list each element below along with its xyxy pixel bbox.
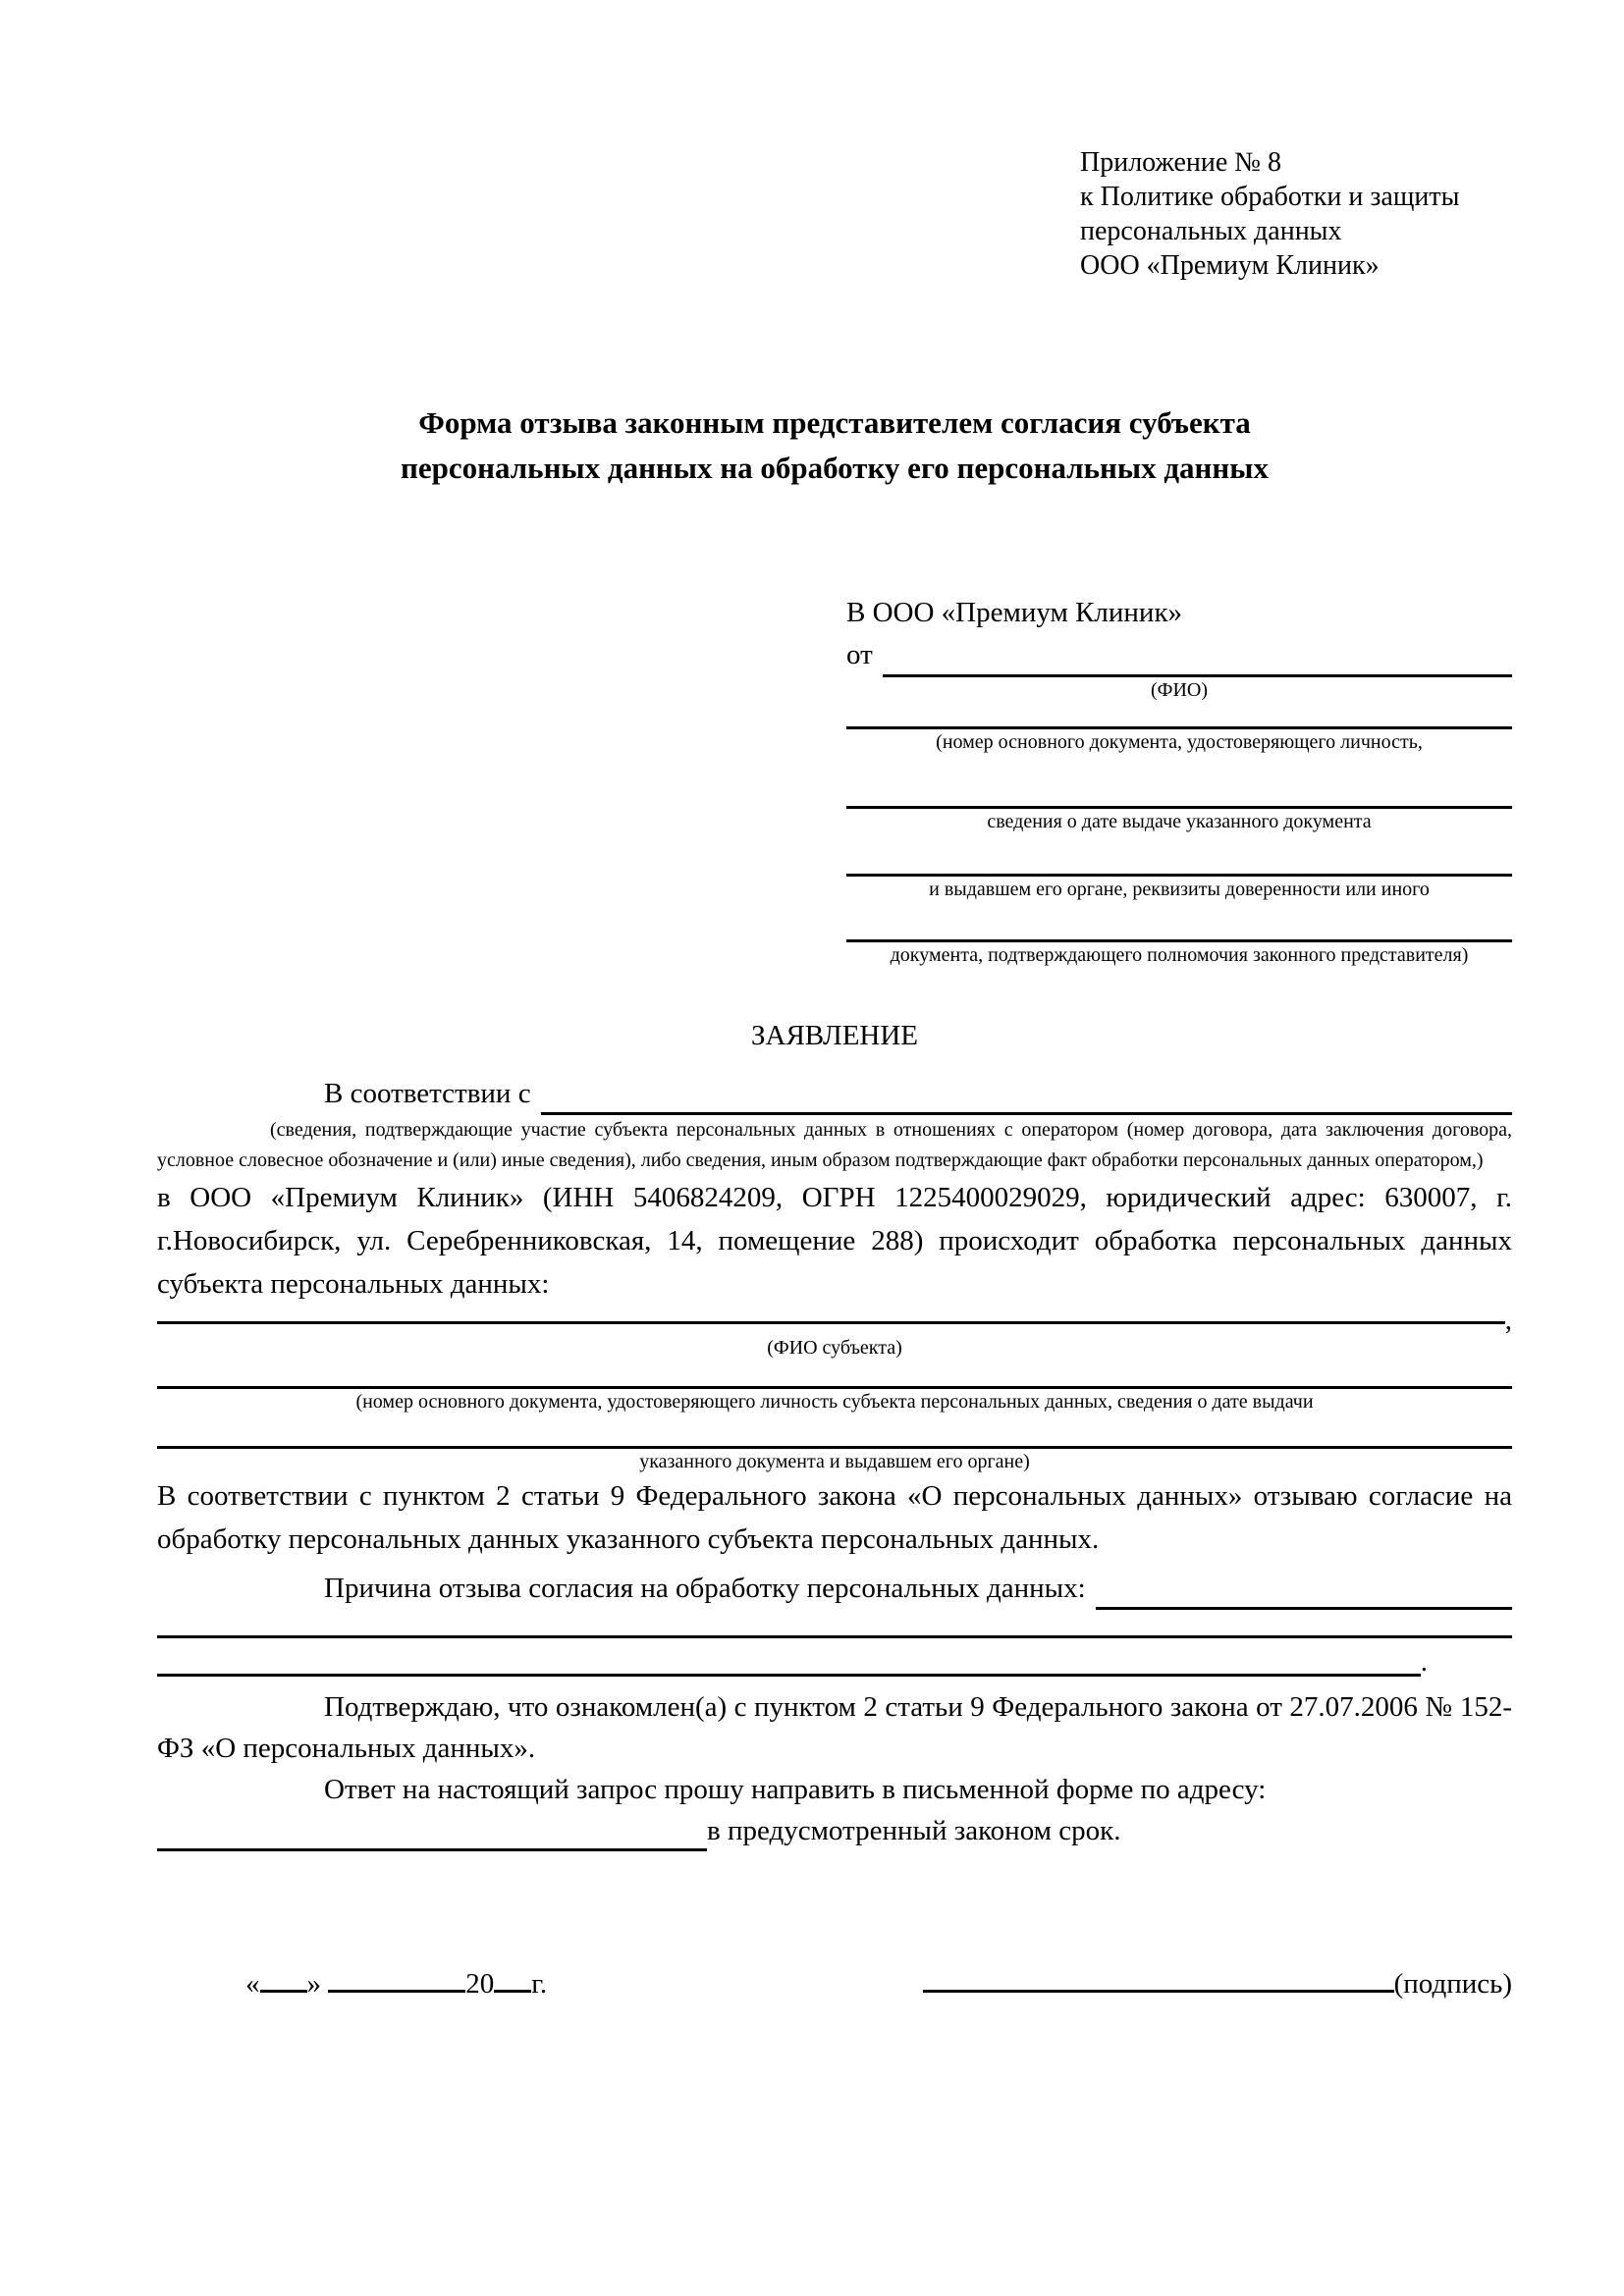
blank-signature-line [923, 1961, 1394, 1993]
reason-line2-row [157, 1638, 1512, 1677]
blank-line-reason-start [1096, 1567, 1512, 1610]
reason-period: . [1420, 1646, 1428, 1678]
footer-row [157, 1961, 1512, 2005]
blank-line-subject-issuing-authority [157, 1415, 1512, 1449]
date-quote-close: » [306, 1968, 321, 2000]
caption-subject-issuing-authority: указанного документа и выдавшем его органе) [639, 1451, 1030, 1472]
caption-subject-document: (номер основного документа, удостоверяющего личность субъекта персональных данных, сведения о дате выдачи [355, 1391, 1314, 1413]
reply-address-row [157, 1810, 1512, 1851]
operator-paragraph: в ООО «Премиум Клиник» (ИНН 5406824209, ОГРН 1225400029029, юридический адрес: 630007, г. г.Новосибирск, ул. Серебренниковская, 14, помещение 288) происходит обработка персональных данных субъекта персональных данных: [157, 1182, 1512, 1300]
blank-line-document-issue-date [846, 755, 1512, 809]
blank-date-month [328, 1961, 465, 1993]
caption-document-number: (номер основного документа, удостоверяющего личность, [936, 731, 1423, 753]
small-print-note: (сведения, подтверждающие участие субъекта персональных данных в отношениях с оператором (номер договора, дата заключения договора, условное словесное обозначение и (или) иные сведения), либо сведения, иным образом подтверждающие факт обработки персональных данных оператором,) [157, 1119, 1512, 1171]
intro-prefix: В соответствии с [324, 1078, 531, 1109]
addressee-from-row [846, 632, 1512, 677]
document-title [157, 400, 1512, 491]
date-suffix: г. [531, 1968, 548, 2000]
from-label: от [846, 639, 873, 670]
blank-line-subject-fio [157, 1306, 1505, 1324]
blank-line-representative-fio [883, 632, 1512, 677]
addressee-block [846, 593, 1512, 968]
document-title-line: персональных данных на обработку его персональных данных [401, 451, 1269, 485]
reason-row [157, 1567, 1512, 1610]
date-quote-open: « [245, 1968, 260, 2000]
law-paragraph: В соответствии с пунктом 2 статьи 9 Федерального закона «О персональных данных» отзываю согласие на обработку персональных данных указанного субъекта персональных данных. [157, 1480, 1512, 1555]
appendix-header [1080, 0, 1512, 283]
appendix-header-line: ООО «Премиум Клиник» [1080, 250, 1380, 281]
signature-field [923, 1961, 1512, 2005]
reply-suffix: в предусмотренный законом срок. [707, 1815, 1121, 1846]
appendix-header-line: Приложение № 8 [1080, 147, 1281, 178]
blank-line-relation-details [541, 1072, 1512, 1115]
blank-line-reply-address [157, 1810, 707, 1851]
date-field [157, 1961, 547, 2005]
blank-line-subject-document [157, 1361, 1512, 1389]
caption-subject-fio: (ФИО субъекта) [767, 1337, 902, 1359]
reply-paragraph: Ответ на настоящий запрос прошу направить в письменной форме по адресу: [324, 1774, 1267, 1805]
blank-line-representative-document [846, 703, 1512, 729]
date-year-prefix: 20 [465, 1968, 495, 2000]
caption-fio: (ФИО) [1150, 679, 1208, 701]
appendix-header-line: к Политике обработки и защиты [1080, 182, 1460, 212]
document-title-line: Форма отзыва законным представителем согласия субъекта [418, 405, 1251, 440]
blank-date-day [260, 1961, 307, 1993]
subject-line-comma: , [1504, 1305, 1512, 1336]
appendix-header-line: персональных данных [1080, 216, 1342, 246]
caption-authority-document: документа, подтверждающего полномочия законного представителя) [890, 944, 1469, 966]
caption-document-issue-date: сведения о дате выдаче указанного документа [987, 811, 1372, 832]
blank-line-reason-end [157, 1638, 1421, 1677]
intro-row [157, 1072, 1512, 1115]
blank-line-reason-continued [157, 1610, 1512, 1638]
blank-line-issuing-authority [846, 834, 1512, 877]
signature-caption: (подпись) [1393, 1968, 1512, 2000]
confirm-paragraph: Подтверждаю, что ознакомлен(а) с пунктом 2 статьи 9 Федерального закона от 27.07.2006 № 152-ФЗ «О персональных данных». [157, 1691, 1512, 1764]
document-content [157, 0, 1512, 2005]
caption-issuing-authority: и выдавшем его органе, реквизиты доверенности или иного [929, 879, 1430, 900]
statement-heading: ЗАЯВЛЕНИЕ [750, 1020, 919, 1051]
blank-line-authority-document [846, 902, 1512, 942]
subject-fio-row [157, 1306, 1512, 1335]
blank-date-year [494, 1961, 531, 1993]
reason-prefix: Причина отзыва согласия на обработку персональных данных: [324, 1573, 1086, 1604]
addressee-to: В ООО «Премиум Клиник» [846, 597, 1183, 628]
